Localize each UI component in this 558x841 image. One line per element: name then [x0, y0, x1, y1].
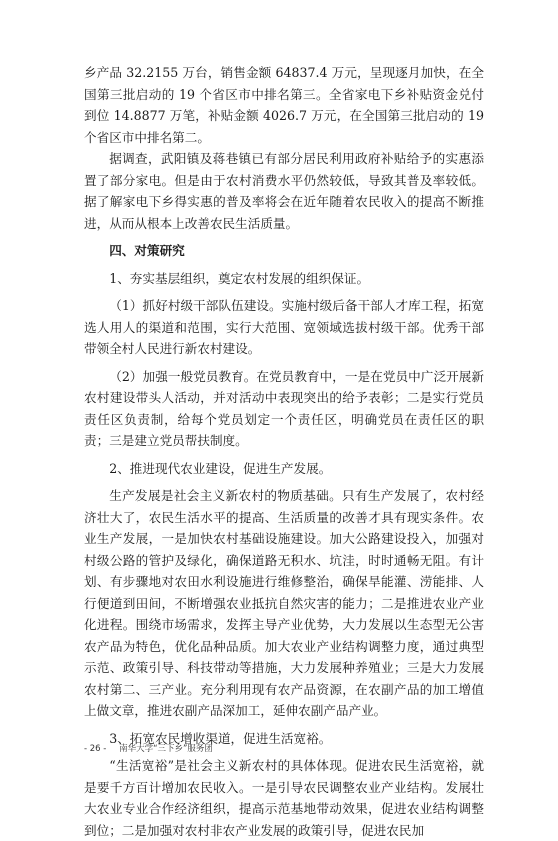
page-footer	[84, 742, 213, 754]
footer-org: 南华大学“三下乡”服务团	[119, 744, 213, 754]
paragraph-1-2: （2）加强一般党员教育。在党员教育中，一是在党员中广泛开展新农村建设带头人活动，并对活动中表现突出的给予表彰；二是实行党员责任区负责制，给每个党员划定一个责任区，明确党员在责任区的职责；三是建立党员帮扶制度。	[84, 368, 484, 448]
page-body	[84, 62, 484, 841]
paragraph-3: “生活宽裕”是社会主义新农村的具体体现。促进农民生活宽裕，就是要千方百计增加农民收入。一是引导农民调整农业产业结构。发展壮大农业专业合作经济组织，提高示范基地带动效果，促进农业结构调整到位；二是加强对农村非农产业发展的政策引导，促进农民加	[84, 758, 484, 838]
subheading-3: 3、拓宽农民增收渠道，促进生活宽裕。	[109, 730, 332, 746]
subheading-1: 1、夯实基层组织，奠定农村发展的组织保证。	[109, 270, 370, 286]
section-heading: 四、对策研究	[109, 243, 185, 258]
subheading-2: 2、推进现代农业建设，促进生产发展。	[109, 460, 332, 476]
paragraph-2: 生产发展是社会主义新农村的物质基础。只有生产发展了，农村经济壮大了，农民生活水平的提高、生活质量的改善才具有现实条件。农业生产发展，一是加快农村基础设施建设。加大公路建设投入，加强对村级公路的管护及绿化，确保道路无积水、坑洼，时时通畅无阻。有计划、有步骤地对农田水利设施进行维修整治，确保旱能灌、涝能排、人行便道到田间，不断增强农业抵抗自然灾害的能力；二是推进农业产业化进程。围绕市场需求，发挥主导产业优势，大力发展以生态型无公害农产品为特色，优化品种品质。加大农业产业结构调整力度，通过典型示范、政策引导、科技带动等措施，大力发展种养殖业；三是大力发展农村第二、三产业。充分利用现有农产品资源，在农副产品的加工增值上做文章，推进农副产品深加工，延伸农副产品产业。	[84, 488, 484, 718]
paragraph-continuation: 乡产品 32.2155 万台，销售金额 64837.4 万元，呈现逐月加快，在全国第三批启动的 19 个省区市中排名第三。全省家电下乡补贴资金兑付到位 14.8877 万笔，补贴金额 4026.7 万元，在全国第三批启动的 19 个省区市中排名第二。	[84, 65, 484, 145]
paragraph-1-1: （1）抓好村级干部队伍建设。实施村级后备干部人才库工程，拓宽选人用人的渠道和范围，实行大范围、宽领域选拔村级干部。优秀干部带领全村人民进行新农村建设。	[84, 298, 484, 356]
paragraph-survey: 据调查，武阳镇及蒋巷镇已有部分居民利用政府补贴给予的实惠添置了部分家电。但是由于农村消费水平仍然较低，导致其普及率较低。据了解家电下乡得实惠的普及率将会在近年随着农民收入的提高不断推进，从而从根本上改善农民生活质量。	[84, 151, 484, 231]
page-number: - 26 -	[84, 744, 107, 754]
